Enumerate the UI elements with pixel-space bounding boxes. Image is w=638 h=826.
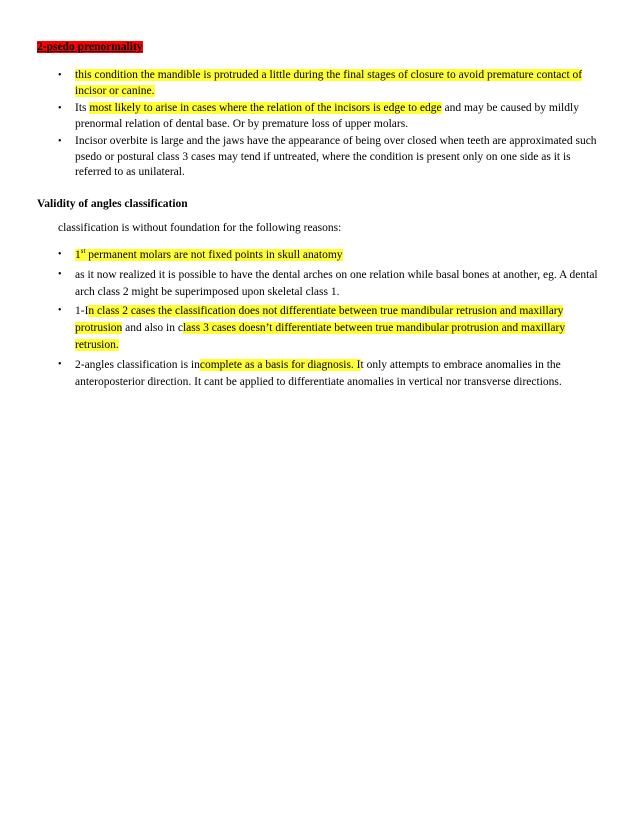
list-item [58,134,603,181]
highlighted-text: this condition the mandible is protruded a little during the final stages of closure to avoid premature contact of incisor or canine. [75,69,583,97]
section-title-text: 2-psedo prenormality [37,41,143,53]
list-item [58,267,603,301]
highlighted-text-rest: permanent molars are not fixed points in skull anatomy [85,249,343,261]
text-segment: 1-I [75,305,89,318]
text-segment: Its [75,102,90,114]
bullet-icon: • [58,136,62,147]
bullet-icon: • [58,70,62,81]
text-segment: 2-angles classification is in [75,358,200,371]
bullet-icon: • [58,249,62,260]
list-item [58,303,603,353]
list-item [58,247,603,264]
section-title-psedo-prenormality [37,40,143,54]
text-segment: and also in c [122,322,183,335]
psedo-prenormality-list [58,68,603,183]
section-intro: classification is without foundation for the following reasons: [58,222,342,234]
highlighted-text: n class 2 cases the classification does not differentiate between true mandibular retrusion and maxillary protrusion [75,305,564,335]
ordinal-suffix: st [80,247,86,255]
ordinal-number: 1 [75,249,81,261]
text-segment: and may be caused by mildly prenormal relation of dental base. Or by premature loss of upper molars. [75,102,579,130]
highlighted-text: complete as a basis for diagnosis. I [199,358,361,371]
highlighted-text: lass 3 cases doesn’t differentiate between true mandibular protrusion and maxillary retrusion. [75,322,566,351]
bullet-icon: • [58,268,62,280]
list-item [58,68,603,99]
bullet-icon: • [58,358,62,370]
text-segment: Incisor overbite is large and the jaws have the appearance of being over closed when teeth are approximated such psedo or postural class 3 cases may tend if untreated, where the condition is present only on one side as it is referred to as unilateral. [75,135,597,178]
highlighted-text [75,249,343,261]
bullet-icon: • [58,305,62,317]
list-item [58,101,603,132]
validity-reasons-list [58,247,603,393]
bullet-icon: • [58,103,62,114]
section-title-validity: Validity of angles classification [37,198,188,210]
highlighted-text: most likely to arise in cases where the relation of the incisors is edge to edge [89,102,442,114]
list-item [58,357,603,391]
text-segment: t only attempts to embrace anomalies in the anteroposterior direction. It cant be applied to differentiate anomalies in vertical nor transverse directions. [75,358,562,388]
text-segment: as it now realized it is possible to have the dental arches on one relation while basal bones at another, eg. A dental arch class 2 might be superimposed upon skeletal class 1. [75,268,598,298]
